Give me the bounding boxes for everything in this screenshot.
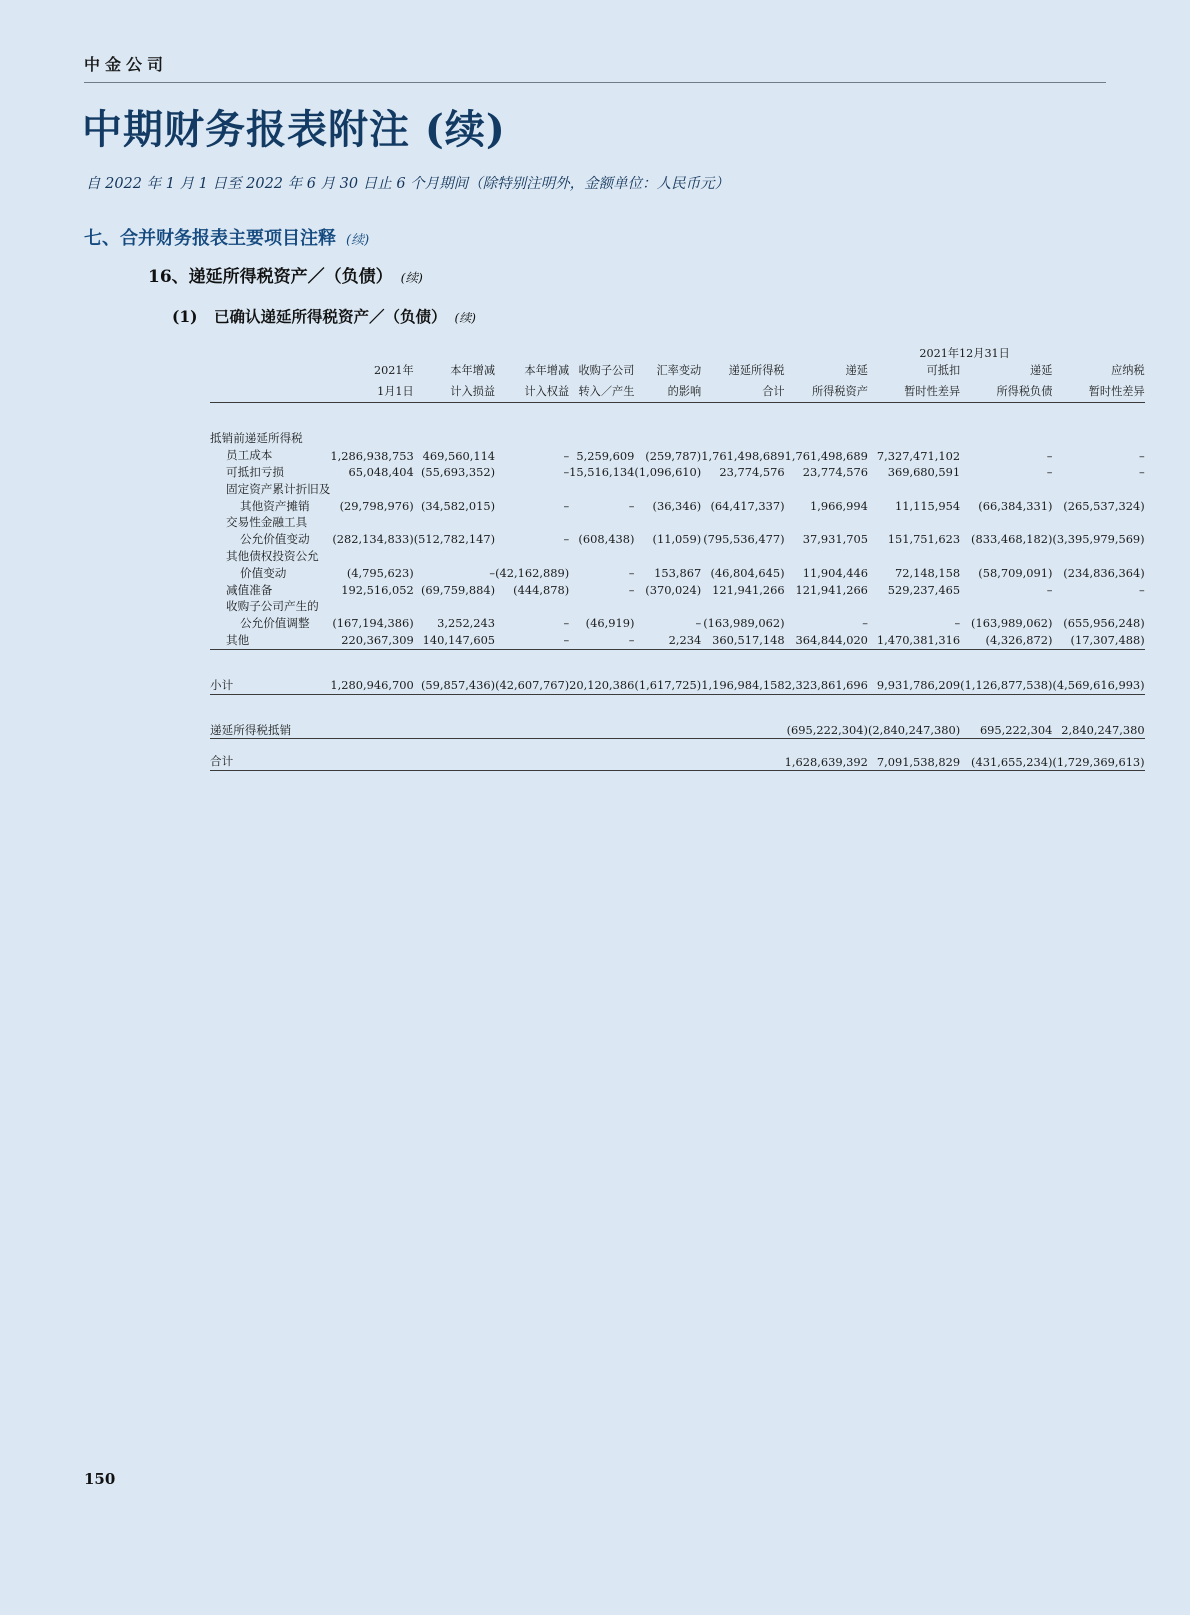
col-header-1b: 1月1日 — [377, 384, 414, 398]
row-cell: – — [563, 616, 570, 631]
row-cell: 11,904,446 — [802, 566, 868, 581]
offset-cell: (2,840,247,380) — [867, 722, 961, 737]
table-spacer — [210, 740, 1145, 753]
subtotal-cell: 1,196,984,158 — [701, 678, 785, 693]
subsubsection-heading-text: 已确认递延所得税资产／（负债） — [214, 307, 447, 326]
row-cell: (163,989,062) — [971, 616, 1053, 631]
row-cell: (833,468,182) — [971, 532, 1053, 547]
row-cell: – — [563, 448, 570, 463]
row-label: 交易性金融工具 — [226, 515, 308, 530]
row-cell: 140,147,605 — [422, 633, 496, 648]
row-cell: 360,517,148 — [712, 633, 785, 648]
table-section-label: 抵销前递延所得税 — [210, 431, 303, 446]
row-cell: 469,560,114 — [422, 448, 496, 463]
row-cell: – — [563, 532, 570, 547]
row-label: 固定资产累计折旧及 — [226, 481, 331, 496]
offset-cell: (695,222,304) — [786, 722, 868, 737]
table-row — [210, 514, 1145, 531]
row-cell: (29,798,976) — [339, 498, 414, 513]
row-cell: (46,919) — [585, 616, 635, 631]
table-group-header: 2021年12月31日 — [919, 347, 1010, 360]
table-spacer — [210, 696, 1145, 722]
table-row — [210, 598, 1145, 615]
row-cell: 1,286,938,753 — [330, 448, 414, 463]
row-cell: 1,966,994 — [809, 498, 868, 513]
row-cell: 153,867 — [654, 566, 702, 581]
table-total-rule-bottom — [210, 771, 1145, 773]
row-label: 其他资产摊销 — [240, 498, 310, 513]
row-cell: 5,259,609 — [576, 448, 635, 463]
page-number: 150 — [84, 1470, 116, 1488]
table-row — [210, 615, 1145, 632]
row-cell: 151,751,623 — [887, 532, 961, 547]
row-cell: – — [563, 465, 570, 480]
table-row — [210, 531, 1145, 548]
row-cell: – — [628, 633, 635, 648]
row-label: 公允价值调整 — [240, 616, 310, 631]
row-cell: 2,234 — [668, 633, 702, 648]
table-spacer — [210, 404, 1145, 430]
row-cell: – — [1138, 582, 1145, 597]
row-cell: (69,759,884) — [420, 582, 496, 597]
subsubsection-number: (1) — [172, 307, 198, 326]
row-cell: (17,307,488) — [1070, 633, 1145, 648]
col-header-1a: 2021年 — [374, 364, 414, 377]
row-cell: 121,941,266 — [795, 582, 868, 597]
col-header-10b: 暂时性差异 — [1088, 384, 1145, 398]
row-label: 价值变动 — [240, 565, 287, 580]
table-total-row — [210, 753, 1145, 770]
col-header-10a: 应纳税 — [1111, 364, 1145, 377]
row-cell: 364,844,020 — [795, 633, 868, 648]
section-heading-text: 七、合并财务报表主要项目注释 — [84, 228, 336, 249]
table-row — [210, 498, 1145, 515]
table-subtotal-row — [210, 677, 1145, 694]
subsubsection-heading-continued: (续) — [454, 311, 476, 325]
row-cell: (234,836,364) — [1063, 566, 1145, 581]
offset-label: 递延所得税抵销 — [210, 722, 292, 737]
row-cell: 529,237,465 — [887, 582, 961, 597]
subsection-heading-continued: (续) — [400, 270, 423, 285]
table-row — [210, 464, 1145, 481]
row-cell: – — [1138, 465, 1145, 480]
row-cell: (259,787) — [645, 448, 702, 463]
offset-cell: 2,840,247,380 — [1061, 722, 1145, 737]
row-cell: (55,693,352) — [420, 465, 496, 480]
col-header-4b: 转入／产生 — [578, 384, 635, 398]
row-cell: 1,761,498,689 — [701, 448, 785, 463]
row-cell: – — [628, 566, 635, 581]
col-header-7b: 所得税资产 — [811, 384, 868, 398]
row-label: 可抵扣亏损 — [226, 465, 284, 480]
row-cell: (282,134,833) — [332, 532, 414, 547]
subtotal-cell: 2,323,861,696 — [784, 678, 868, 693]
row-cell: 192,516,052 — [341, 582, 414, 597]
row-cell: 7,327,471,102 — [876, 448, 961, 463]
row-cell: 72,148,158 — [894, 566, 961, 581]
row-cell: (167,194,386) — [332, 616, 414, 631]
table-header-line2 — [210, 382, 1145, 403]
row-cell: – — [628, 498, 635, 513]
row-cell: (608,438) — [578, 532, 635, 547]
col-header-8a: 可抵扣 — [926, 364, 961, 377]
row-cell: 11,115,954 — [894, 498, 961, 513]
row-cell: 121,941,266 — [712, 582, 785, 597]
row-cell: (11,059) — [652, 532, 702, 547]
subtotal-cell: (1,126,877,538) — [960, 678, 1053, 693]
row-cell: – — [954, 616, 961, 631]
row-cell: (444,878) — [513, 582, 570, 597]
row-cell: (795,536,477) — [703, 532, 785, 547]
page-title: 中期财务报表附注 (续) — [82, 106, 506, 153]
table-row — [210, 548, 1145, 565]
row-cell: 369,680,591 — [887, 465, 961, 480]
row-cell: (3,395,979,569) — [1052, 532, 1145, 547]
table-row — [210, 481, 1145, 498]
row-label: 其他 — [226, 633, 250, 647]
col-header-2b: 计入损益 — [450, 384, 496, 398]
subsubsection-heading — [172, 305, 476, 327]
total-cell: 7,091,538,829 — [876, 754, 961, 769]
subtotal-cell: 9,931,786,209 — [876, 678, 961, 693]
subtotal-cell: 20,120,386 — [569, 678, 635, 693]
row-cell: – — [1046, 448, 1053, 463]
row-cell: – — [1138, 448, 1145, 463]
row-cell: (1,096,610) — [634, 465, 702, 480]
table-row — [210, 565, 1145, 582]
col-header-5a: 汇率变动 — [656, 364, 702, 377]
subtotal-cell: (1,617,725) — [634, 678, 702, 693]
col-header-4a: 收购子公司 — [578, 364, 635, 377]
row-cell: (4,795,623) — [346, 566, 414, 581]
col-header-9a: 递延 — [1030, 364, 1053, 377]
section-heading-continued: (续) — [346, 233, 370, 248]
subtotal-label: 小计 — [210, 677, 234, 692]
row-cell: (66,384,331) — [978, 498, 1053, 513]
col-header-7a: 递延 — [845, 364, 868, 377]
row-label: 收购子公司产生的 — [226, 599, 319, 614]
table-section-label-row — [210, 430, 1145, 447]
row-cell: 220,367,309 — [341, 633, 414, 648]
row-cell: 1,470,381,316 — [876, 633, 961, 648]
row-label: 其他债权投资公允 — [226, 549, 319, 564]
offset-cell: 695,222,304 — [979, 722, 1053, 737]
subsection-heading — [148, 262, 423, 287]
col-header-3b: 计入权益 — [524, 384, 570, 398]
subtotal-cell: (4,569,616,993) — [1052, 678, 1145, 693]
row-cell: – — [862, 616, 868, 631]
subtotal-cell: (42,607,767) — [495, 678, 570, 693]
row-cell: (64,417,337) — [710, 498, 785, 513]
row-label: 减值准备 — [226, 582, 273, 597]
table-spacer — [210, 651, 1145, 677]
deferred-tax-table-wrapper — [210, 345, 1145, 772]
row-cell: – — [695, 616, 702, 631]
total-cell: 1,628,639,392 — [784, 754, 868, 769]
row-cell: (512,782,147) — [413, 532, 496, 547]
table-header-line1 — [210, 361, 1145, 382]
col-header-6b: 合计 — [762, 384, 785, 398]
row-cell: (163,989,062) — [703, 616, 785, 631]
table-row — [210, 632, 1145, 649]
row-cell: – — [563, 633, 570, 648]
row-cell: 1,761,498,689 — [784, 448, 868, 463]
row-cell: (46,804,645) — [710, 566, 785, 581]
page-subtitle: 自 2022 年 1 月 1 日至 2022 年 6 月 30 日止 6 个月期间（除特别注明外，金额单位：人民币元） — [86, 176, 730, 192]
row-cell: 3,252,243 — [437, 616, 496, 631]
row-cell: (265,537,324) — [1063, 498, 1145, 513]
col-header-2a: 本年增减 — [450, 364, 496, 377]
row-cell: (34,582,015) — [420, 498, 496, 513]
row-label: 公允价值变动 — [240, 532, 310, 547]
row-cell: 37,931,705 — [802, 532, 868, 547]
row-cell: 65,048,404 — [348, 465, 414, 480]
subtotal-cell: 1,280,946,700 — [330, 678, 414, 693]
table-offset-row — [210, 722, 1145, 739]
total-cell: (1,729,369,613) — [1052, 754, 1145, 769]
row-cell: – — [563, 498, 570, 513]
row-cell: (42,162,889) — [495, 566, 570, 581]
row-cell: 23,774,576 — [802, 465, 868, 480]
header-divider — [84, 82, 1106, 83]
subtotal-cell: (59,857,436) — [420, 678, 496, 693]
row-cell: (370,024) — [645, 582, 702, 597]
table-row — [210, 447, 1145, 464]
row-label: 员工成本 — [226, 448, 273, 463]
row-cell: 23,774,576 — [719, 465, 785, 480]
row-cell: (58,709,091) — [978, 566, 1053, 581]
row-cell: (4,326,872) — [985, 633, 1053, 648]
total-label: 合计 — [210, 754, 234, 769]
col-header-6a: 递延所得税 — [728, 364, 785, 377]
col-header-5b: 的影响 — [667, 384, 702, 398]
table-row — [210, 582, 1145, 599]
row-cell: – — [1046, 465, 1053, 480]
row-cell: 15,516,134 — [569, 465, 635, 480]
section-heading — [84, 224, 369, 250]
col-header-8b: 暂时性差异 — [904, 384, 961, 398]
row-cell: – — [1046, 582, 1053, 597]
row-cell: (655,956,248) — [1063, 616, 1145, 631]
table-group-header-row — [210, 345, 1145, 361]
row-cell: (36,346) — [652, 498, 702, 513]
company-brand: 中金公司 — [84, 55, 169, 74]
row-cell: – — [489, 566, 496, 581]
deferred-tax-table — [210, 345, 1145, 772]
total-cell: (431,655,234) — [971, 754, 1053, 769]
col-header-3a: 本年增减 — [524, 364, 570, 377]
col-header-9b: 所得税负债 — [996, 384, 1053, 398]
row-cell: – — [628, 582, 635, 597]
subsection-heading-text: 16、递延所得税资产／（负债） — [148, 267, 393, 287]
